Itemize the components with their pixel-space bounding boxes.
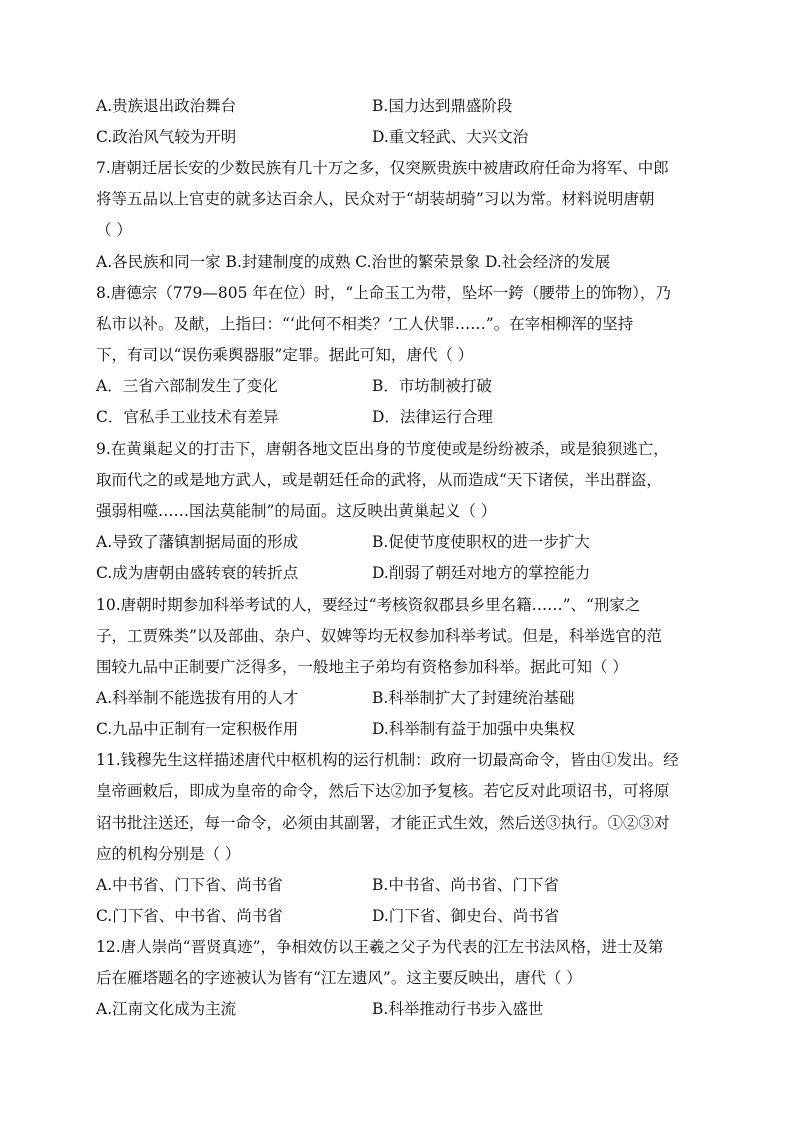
q10-stem-line-3: 围较九品中正制要广泛得多，一般地主子弟均有资格参加科举。据此可知（ ）: [96, 658, 628, 676]
q10-stem-line-1: 10.唐朝时期参加科举考试的人，要经过“考核资叙郡县乡里名籍……”、“刑家之: [96, 596, 641, 614]
q7-stem-line-3: （ ）: [96, 221, 132, 239]
q8-option-d: D．法律运行合理: [372, 408, 493, 426]
q8-option-a: A．三省六部制发生了变化: [96, 377, 278, 395]
q9-option-b: B.促使节度使职权的进一步扩大: [372, 533, 590, 551]
q6-option-d: D.重文轻武、大兴文治: [372, 128, 529, 146]
q11-option-d: D.门下省、御史台、尚书省: [372, 907, 560, 925]
q8-stem-line-3: 下，有司以“误伤乘舆器服”定罪。据此可知，唐代（ ）: [96, 346, 474, 364]
q12-stem-line-1: 12.唐人崇尚“晋贤真迹”，争相效仿以王羲之父子为代表的江左书法风格，进士及第: [96, 938, 664, 956]
q7-stem-line-2: 将等五品以上官吏的就多达百余人，民众对于“胡装胡骑”习以为常。材料说明唐朝: [96, 190, 655, 208]
q8-stem-line-2: 私市以补。及献，上指曰：“‘此何不相类？’工人伏罪……”。在宰相柳浑的坚持: [96, 315, 634, 333]
q9-option-d: D.削弱了朝廷对地方的掌控能力: [372, 564, 591, 582]
q11-option-b: B.中书省、尚书省、门下省: [372, 876, 559, 894]
q9-stem-line-2: 取而代之的或是地方武人，或是朝廷任命的武将，从而造成“天下诸侯，半出群盗，: [96, 471, 662, 489]
q12-stem-line-2: 后在雁塔题名的字迹被认为皆有“江左遗风”。这主要反映出，唐代（ ）: [96, 969, 582, 987]
q12-option-b: B.科举推动行书步入盛世: [372, 1000, 544, 1018]
q11-stem-line-3: 诏书批注送还，每一命令，必须由其副署，才能正式生效，然后送③执行。①②③对: [96, 814, 670, 832]
q11-option-c: C.门下省、中书省、尚书省: [96, 907, 283, 925]
q6-option-b: B.国力达到鼎盛阶段: [372, 97, 513, 115]
q7-options-line: A.各民族和同一家 B.封建制度的成熟 C.治世的繁荣景象 D.社会经济的发展: [96, 253, 611, 271]
q7-stem-line-1: 7.唐朝迁居长安的少数民族有几十万之多，仅突厥贵族中被唐政府任命为将军、中郎: [96, 159, 669, 177]
q12-option-a: A.江南文化成为主流: [96, 1000, 237, 1018]
q8-option-b: B．市坊制被打破: [372, 377, 492, 395]
q10-option-b: B.科举制扩大了封建统治基础: [372, 689, 575, 707]
q6-option-a: A.贵族退出政治舞台: [96, 97, 237, 115]
q6-option-c: C.政治风气较为开明: [96, 128, 237, 146]
q10-option-c: C.九品中正制有一定积极作用: [96, 720, 299, 738]
q11-stem-line-2: 皇帝画敕后，即成为皇帝的命令，然后下达②加予复核。若它反对此项诏书，可将原: [96, 782, 670, 800]
q9-stem-line-3: 强弱相噬……国法莫能制”的局面。这反映出黄巢起义（ ）: [96, 502, 497, 520]
q10-stem-line-2: 子，工贾殊类”以及部曲、杂户、奴婢等均无权参加科举考试。但是，科举选官的范: [96, 627, 662, 645]
q8-stem-line-1: 8.唐德宗（779—805 年在位）时，“上命玉工为带，坠坏一銙（腰带上的饰物），乃: [96, 284, 672, 302]
q11-option-a: A.中书省、门下省、尚书省: [96, 876, 283, 894]
q9-stem-line-1: 9.在黄巢起义的打击下，唐朝各地文臣出身的节度使或是纷纷被杀，或是狼狈逃亡，: [96, 440, 669, 458]
q11-stem-line-1: 11.钱穆先生这样描述唐代中枢机构的运行机制：政府一切最高命令，皆由①发出。经: [96, 751, 679, 769]
q8-option-c: C．官私手工业技术有差异: [96, 408, 279, 426]
q9-option-a: A.导致了藩镇割据局面的形成: [96, 533, 299, 551]
q11-stem-line-4: 应的机构分别是（ ）: [96, 845, 241, 863]
q10-option-a: A.科举制不能选拔有用的人才: [96, 689, 299, 707]
q9-option-c: C.成为唐朝由盛转衰的转折点: [96, 564, 299, 582]
q10-option-d: D.科举制有益于加强中央集权: [372, 720, 575, 738]
